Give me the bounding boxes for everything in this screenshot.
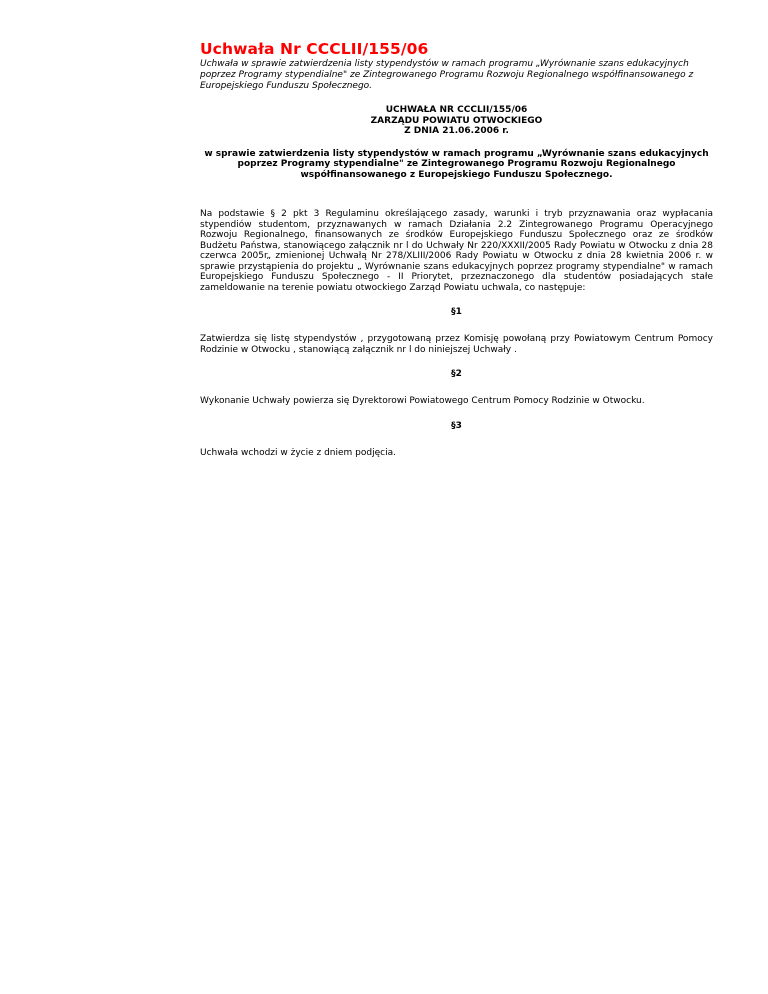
- resolution-heading: [200, 105, 713, 137]
- preamble-text: Na podstawie § 2 pkt 3 Regulaminu określającego zasady, warunki i tryb przyznawania oraz wypłacania stypendiów studentom, przyznawanych w ramach Działania 2.2 Zintegrowanego Programu Operacyjnego Rozwoju Regionalnego, finansowanych ze środków Europejskiego Funduszu Społecznego oraz ze środków Budżetu Państwa, stanowiącego załącznik nr l do Uchwały Nr 220/XXXII/2005 Rady Powiatu w Otwocku z dnia 28 czerwca 2005r„ zmienionej Uchwałą Nr 278/XLIII/2006 Rady Powiatu w Otwocku z dnia 28 kwietnia 2006 r. w sprawie przystąpienia do projektu „ Wyrównanie szans edukacyjnych poprzez programy stypendialne" w ramach Europejskiego Funduszu Społecznego - II Priorytet, przeznaczonego dla studentów posiadających stałe zameldowanie na terenie powiatu otwockiego Zarząd Powiatu uchwala, co następuje:: [200, 209, 713, 293]
- resolution-subject: w sprawie zatwierdzenia listy stypendystów w ramach programu „Wyrównanie szans edukacyjnych poprzez Programy stypendialne" ze Zintegrowanego Programu Rozwoju Regionalnego współfinansowanego z Europejskiego Funduszu Społecznego.: [204, 148, 709, 180]
- section-3-mark: §3: [451, 420, 462, 431]
- document-content: [200, 40, 713, 458]
- section-2-text: Wykonanie Uchwały powierza się Dyrektorowi Powiatowego Centrum Pomocy Rodzinie w Otwocku.: [200, 396, 645, 406]
- section-1-text: Zatwierdza się listę stypendystów , przygotowaną przez Komisję powołaną przy Powiatowym Centrum Pomocy Rodzinie w Otwocku , stanowiącą załącznik nr l do niniejszej Uchwały .: [200, 334, 713, 355]
- resolution-number: UCHWAŁA NR CCCLII/155/06: [385, 105, 528, 115]
- section-1-mark: §1: [451, 307, 462, 317]
- document-title: Uchwała Nr CCCLII/155/06: [200, 40, 429, 58]
- resolution-issuer: ZARZĄDU POWIATU OTWOCKIEGO: [370, 115, 543, 126]
- document-subtitle: Uchwała w sprawie zatwierdzenia listy stypendystów w ramach programu „Wyrównanie szans edukacyjnych poprzez Programy stypendialne" ze Zintegrowanego Programu Rozwoju Regionalnego współfinansowanego z Europejskiego Funduszu Społecznego.: [200, 59, 694, 91]
- section-3-text: Uchwała wchodzi w życie z dniem podjęcia.: [200, 447, 396, 458]
- resolution-date: Z DNIA 21.06.2006 r.: [404, 126, 509, 136]
- section-2-mark: §2: [451, 369, 462, 379]
